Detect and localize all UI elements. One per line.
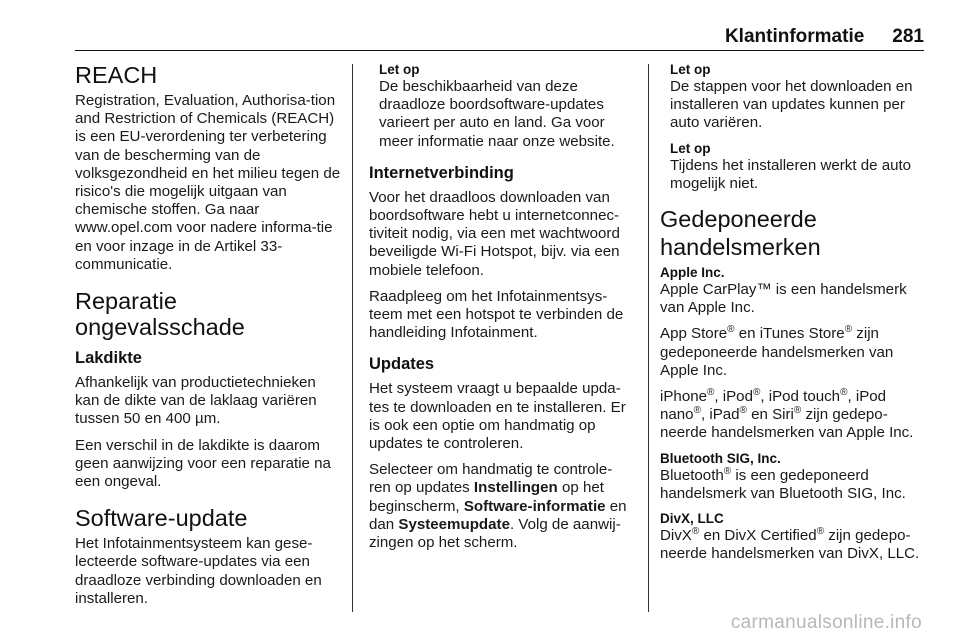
column-2 (369, 62, 633, 560)
header-rule (75, 50, 924, 51)
divx-label: DivX, LLC (660, 511, 724, 527)
lakdikte-paragraph-2: Een verschil in de lakdikte is daarom geen aanwijzing voor een reparatie na een ongeval. (75, 436, 331, 491)
apple-label: Apple Inc. (660, 265, 725, 281)
apple-paragraph-2: App Store® en iTunes Store® zijn gedeponeerde handelsmerken van Apple Inc. (660, 324, 894, 379)
updates-paragraph-2: Selecteer om handmatig te controle-ren op updates Instellingen op het beginscherm, Software-informatie en dan Systeemupdate. Volg de aanwij-zingen op het scherm. (369, 461, 627, 552)
lakdikte-paragraph-1: Afhankelijk van productietechnieken kan de dikte van de laklaag variëren tussen 50 en 400 µm. (75, 374, 317, 428)
lakdikte-heading: Lakdikte (75, 349, 142, 368)
software-update-heading: Software-update (75, 505, 248, 532)
note-label: Let op (670, 62, 711, 77)
note-text: Tijdens het installeren werkt de auto mogelijk niet. (670, 156, 912, 192)
menu-software-informatie: Software-informatie (463, 497, 606, 515)
divx-paragraph: DivX® en DivX Certified® zijn gedepo-neerde handelsmerken van DivX, LLC. (660, 526, 920, 563)
page-header (75, 26, 924, 48)
menu-instellingen: Instellingen (473, 479, 558, 497)
page-title: Klantinformatie (724, 26, 865, 47)
internet-paragraph-1: Voor het draadloos downloaden van boordsoftware hebt u internetconnec-tiviteit nodig, via een met wachtwoord beveiligde Wi-Fi Hotspot, bijv. via een mobiele telefoon. (369, 188, 620, 279)
reach-heading: REACH (75, 62, 158, 88)
note-availability (369, 62, 633, 151)
repair-heading: Reparatie ongevalsschade (75, 288, 245, 341)
column-divider-left (352, 64, 353, 612)
menu-systeemupdate: Systeemupdate (398, 515, 510, 533)
bluetooth-label: Bluetooth SIG, Inc. (660, 450, 781, 466)
software-update-text: Het Infotainmentsysteem kan gese-lecteerde software-updates via een draadloze verbinding downloaden en installeren. (75, 535, 322, 607)
apple-paragraph-1: Apple CarPlay™ is een handelsmerk van Apple Inc. (660, 281, 907, 317)
watermark: carmanualsonline.info (730, 612, 922, 633)
updates-heading: Updates (369, 355, 435, 374)
note-text: De stappen voor het downloaden en installeren van updates kunnen per auto variëren. (670, 78, 913, 132)
updates-paragraph-1: Het systeem vraagt u bepaalde upda-tes te downloaden en te installeren. Er is ook een optie om handmatig op updates te controleren. (369, 380, 626, 453)
note-text: De beschikbaarheid van deze draadloze boordsoftware-updates varieert per auto en land. Ga voor meer informatie naar onze website. (379, 78, 615, 150)
reach-text: Registration, Evaluation, Authorisa-tion and Restriction of Chemicals (REACH) is een EU-verordening ter verbetering van de bescherming van de volksgezondheid en het milieu tegen de risico's die mogelijk uitgaan van chemische stoffen. Ga naar www.opel.com voor nadere informa-tie en voor inzage in de Artikel 33-communicatie. (75, 92, 341, 273)
page-number: 281 (892, 26, 924, 47)
note-label: Let op (670, 140, 711, 156)
column-divider-right (648, 64, 649, 612)
bluetooth-paragraph: Bluetooth® is een gedeponeerd handelsmerk van Bluetooth SIG, Inc. (660, 465, 906, 502)
apple-paragraph-3: iPhone®, iPod®, iPod touch®, iPod nano®, iPad® en Siri® zijn gedepo-neerde handelsmerken van Apple Inc. (660, 387, 914, 442)
note-steps (660, 62, 928, 133)
internet-paragraph-2: Raadpleeg om het Infotainmentsys-teem met een hotspot te verbinden de handleiding Infotainment. (369, 287, 624, 342)
internet-heading: Internetverbinding (369, 163, 514, 182)
trademarks-heading: Gedeponeerde handelsmerken (660, 206, 821, 261)
column-3 (660, 62, 928, 571)
note-installing (660, 141, 928, 193)
note-label: Let op (379, 62, 420, 77)
column-1 (75, 62, 343, 616)
